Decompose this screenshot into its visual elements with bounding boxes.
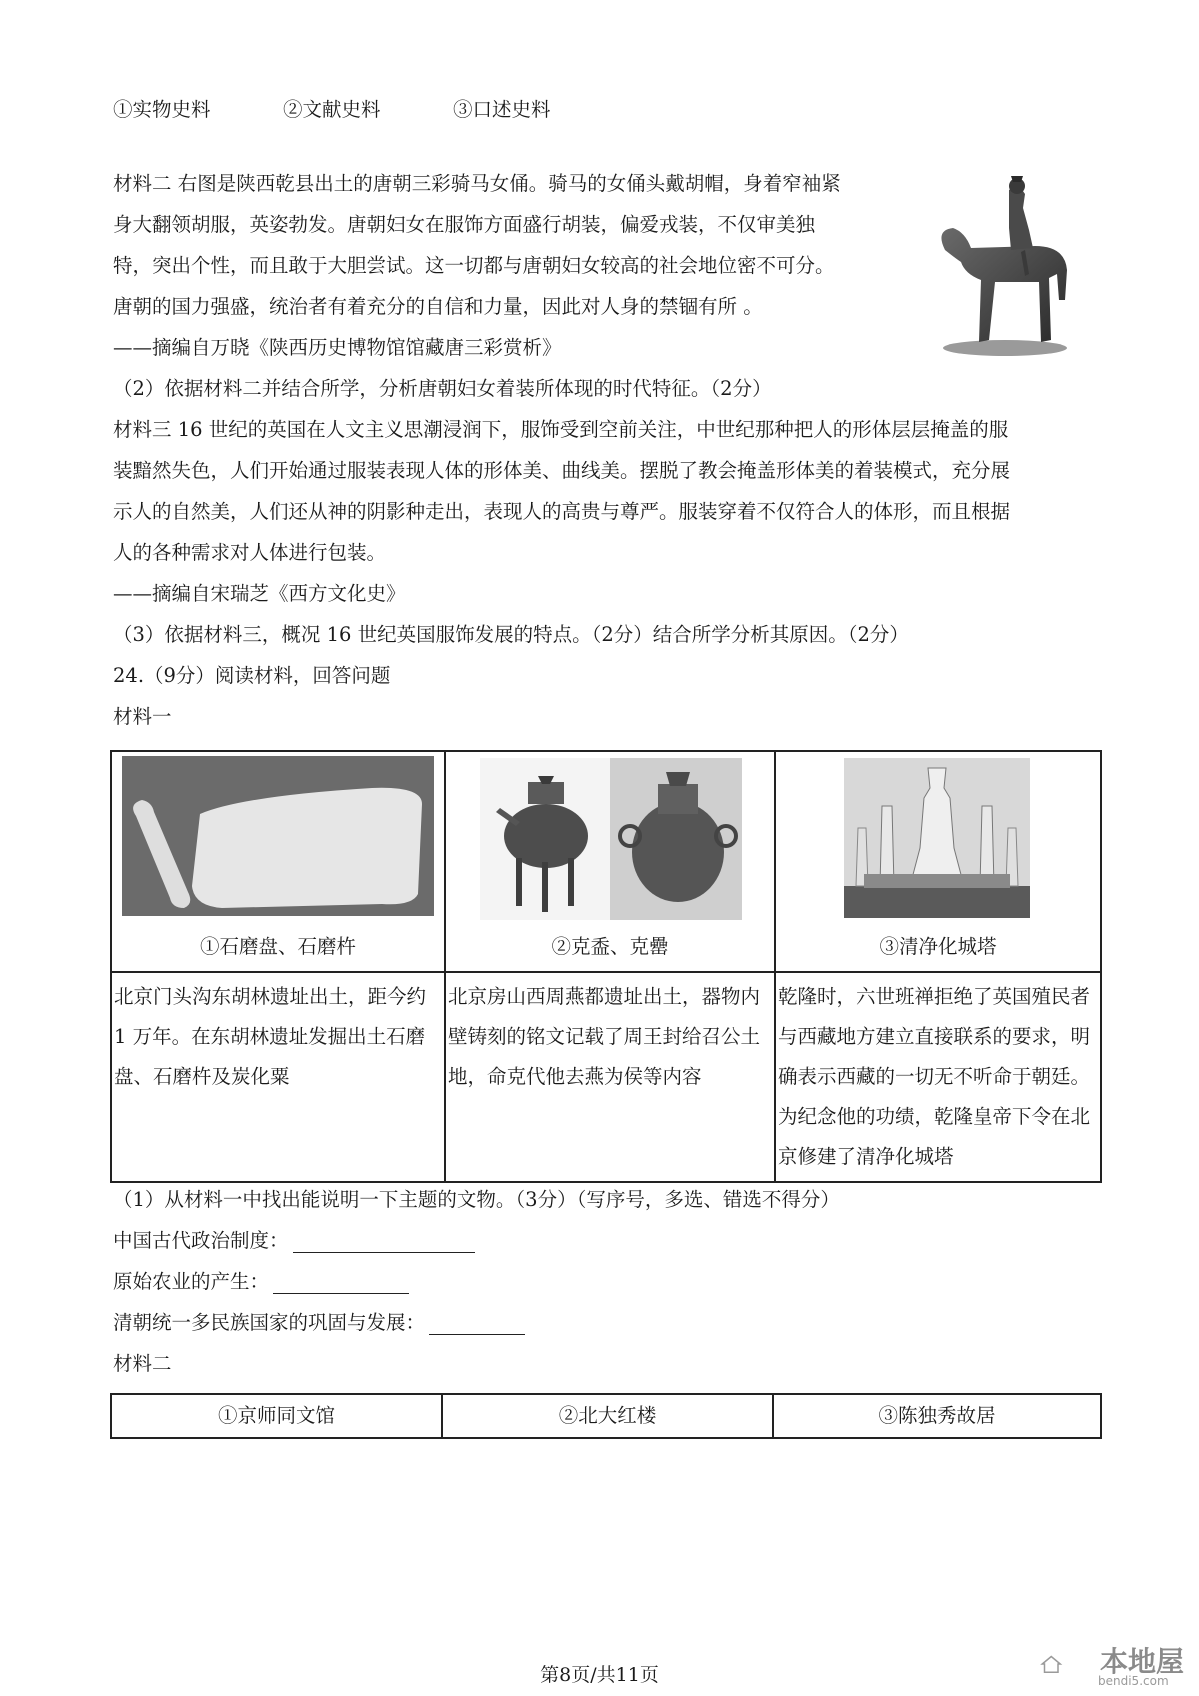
blank-label-2: 原始农业的产生： (113, 1270, 270, 1293)
artifact-caption-3: ③清净化城塔 (879, 935, 997, 958)
material2-line-2: 身大翻领胡服，英姿勃发。唐朝妇女在服饰方面盛行胡装，偏爱戎装，不仅审美独 (113, 213, 816, 236)
option-documentary-source: ②文献史料 (283, 98, 381, 121)
tang-horse-rider-figurine-image (925, 170, 1083, 360)
site-cell-2: ②北大红楼 (442, 1394, 773, 1438)
option-oral-source: ③口述史料 (453, 98, 551, 121)
material1-label: 材料一 (113, 705, 172, 728)
material3-line-3: 示人的自然美，人们还从神的阴影种走出，表现人的高贵与尊严。服装穿着不仅符合人的体形，而且根据 (113, 500, 1011, 523)
site-cell-3: ③陈独秀故居 (773, 1394, 1101, 1438)
bronze-vessels-image (480, 758, 742, 920)
material3-line-1: 材料三 16 世纪的英国在人文主义思潮浸润下，服饰受到空前关注，中世纪那种把人的形体层层掩盖的服 (113, 418, 1009, 441)
blank-label-3: 清朝统一多民族国家的巩固与发展： (113, 1311, 426, 1334)
blank-line-3 (113, 1311, 525, 1335)
artifact-desc-cell-3 (775, 972, 1101, 1182)
grinding-stone-image (122, 756, 434, 916)
artifact-desc-3: 乾隆时，六世班禅拒绝了英国殖民者与西藏地方建立直接联系的要求，明确表示西藏的一切无不听命于朝廷。为纪念他的功绩，乾隆皇帝下令在北京修建了清净化城塔 (778, 985, 1091, 1168)
material2-table (110, 1393, 1102, 1439)
material3-source: ——摘编自宋瑞芝《西方文化史》 (113, 582, 406, 605)
answer-blank-3[interactable] (429, 1312, 525, 1335)
question-2: （2）依据材料二并结合所学，分析唐朝妇女着装所体现的时代特征。（2分） (113, 377, 772, 400)
answer-blank-1[interactable] (293, 1230, 475, 1253)
artifact-desc-1: 北京门头沟东胡林遗址出土，距今约 1 万年。在东胡林遗址发掘出土石磨盘、石磨杵及炭化粟 (114, 985, 427, 1088)
blank-line-1 (113, 1229, 475, 1253)
artifact-desc-cell-2 (445, 972, 775, 1182)
qingjinghua-pagoda-image (844, 758, 1030, 918)
watermark-url: bendi5.com (1098, 1674, 1169, 1688)
artifact-desc-2: 北京房山西周燕都遗址出土，器物内壁铸刻的铭文记载了周王封给召公土地，命克代他去燕为侯等内容 (448, 985, 761, 1088)
house-logo-icon (1040, 1636, 1100, 1692)
material2-line-1: 材料二 右图是陕西乾县出土的唐朝三彩骑马女俑。骑马的女俑头戴胡帽，身着窄袖紧 (113, 172, 841, 195)
question-24-1: （1）从材料一中找出能说明一下主题的文物。（3分）（写序号，多选、错选不得分） (113, 1188, 840, 1211)
page-number: 第8页/共11页 (540, 1664, 659, 1686)
watermark-name: 本地屋 (1100, 1645, 1185, 1678)
option-physical-source: ①实物史料 (113, 98, 211, 121)
material2-line-4: 唐朝的国力强盛，统治者有着充分的自信和力量，因此对人身的禁锢有所 。 (113, 295, 763, 318)
material3-line-4: 人的各种需求对人体进行包装。 (113, 541, 387, 564)
artifact-cell-1 (111, 751, 445, 972)
artifact-cell-2 (445, 751, 775, 972)
material2-label-q24: 材料二 (113, 1352, 172, 1375)
blank-label-1: 中国古代政治制度： (113, 1229, 289, 1252)
artifact-caption-2: ②克盉、克罍 (551, 935, 669, 958)
material2-source: ——摘编自万晓《陕西历史博物馆馆藏唐三彩赏析》 (113, 336, 562, 359)
question-24-heading: 24.（9分）阅读材料，回答问题 (113, 664, 391, 687)
material3-line-2: 装黯然失色，人们开始通过服装表现人体的形体美、曲线美。摆脱了教会掩盖形体美的着装模式，充分展 (113, 459, 1011, 482)
material2-line-3: 特，突出个性，而且敢于大胆尝试。这一切都与唐朝妇女较高的社会地位密不可分。 (113, 254, 835, 277)
question-3: （3）依据材料三，概况 16 世纪英国服饰发展的特点。（2分）结合所学分析其原因。（2分） (113, 623, 909, 646)
material1-table (110, 750, 1102, 1183)
site-cell-1: ①京师同文馆 (111, 1394, 442, 1438)
artifact-cell-3 (775, 751, 1101, 972)
artifact-desc-cell-1 (111, 972, 445, 1182)
answer-blank-2[interactable] (273, 1271, 409, 1294)
artifact-caption-1: ①石磨盘、石磨杵 (199, 935, 356, 958)
blank-line-2 (113, 1270, 409, 1294)
